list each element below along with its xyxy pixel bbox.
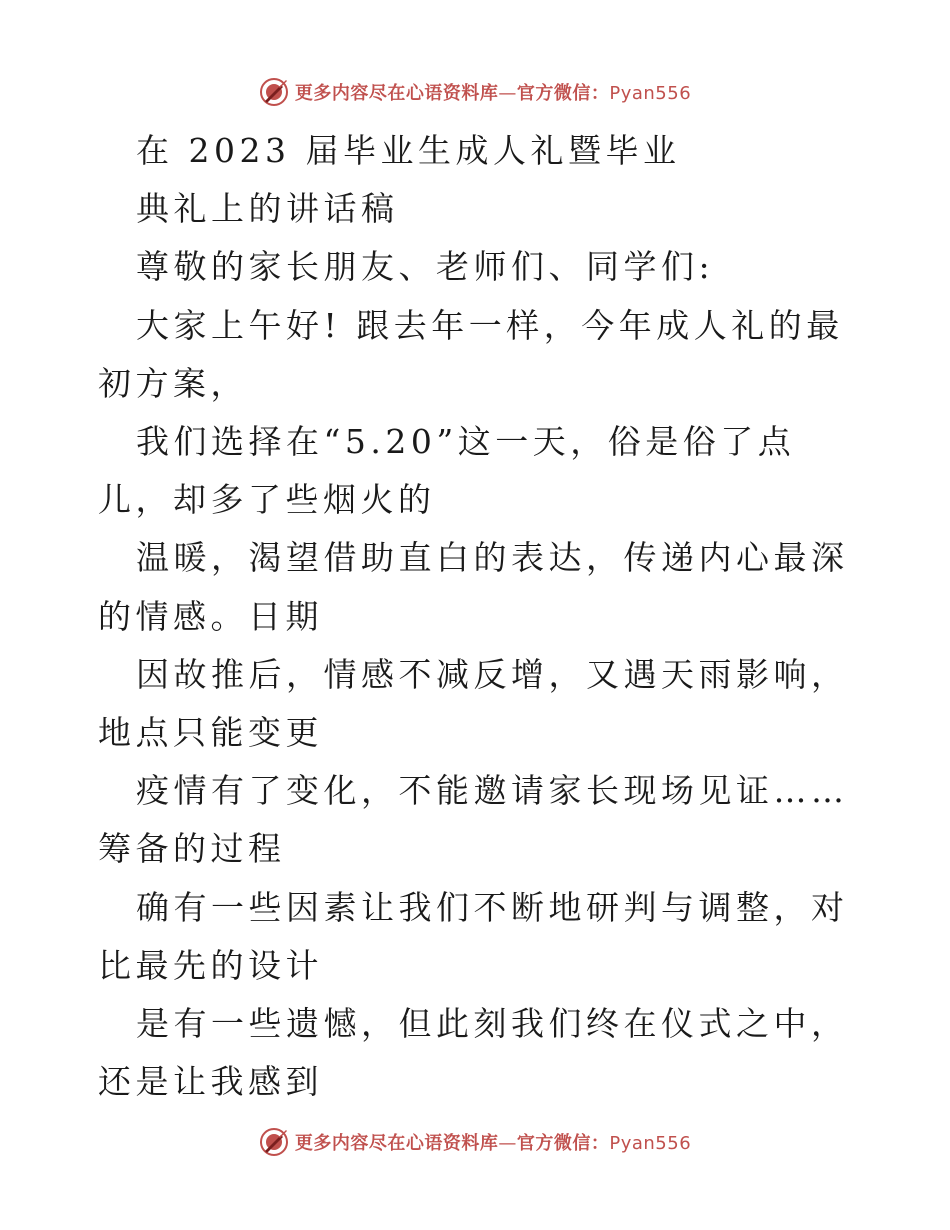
red-quill-logo-icon — [259, 1127, 289, 1157]
footer-watermark — [0, 1122, 950, 1162]
red-quill-logo-icon — [259, 77, 289, 107]
watermark-account-label: 官方微信： — [516, 1133, 610, 1154]
paragraph-7: 是有一些遗憾，但此刻我们终在仪式之中，还是让我感到 — [98, 1004, 849, 1102]
paragraph-4: 因故推后，情感不减反增，又遇天雨影响，地点只能变更 — [98, 654, 849, 753]
watermark-account-id: Pyan556 — [609, 83, 692, 104]
paragraph-1: 大家上午好! 跟去年一样，今年成人礼的最初方案， — [98, 305, 844, 403]
watermark-text — [295, 79, 691, 105]
watermark-site-name: 更多内容尽在心语资料库 — [294, 83, 499, 104]
watermark-account-label: 官方微信： — [516, 83, 610, 104]
watermark-site-name: 更多内容尽在心语资料库 — [294, 1133, 499, 1154]
salutation: 尊敬的家长朋友、老师们、同学们: — [136, 247, 715, 287]
paragraph-2: 我们选择在“5.20”这一天，俗是俗了点儿，却多了些烟火的 — [98, 422, 796, 520]
watermark-text — [295, 1129, 691, 1155]
title-line-2: 典礼上的讲话稿 — [136, 189, 399, 229]
paragraph-6: 确有一些因素让我们不断地研判与调整，对比最先的设计 — [98, 887, 849, 985]
document-body — [98, 122, 854, 1111]
paragraph-3: 温暖，渴望借助直白的表达，传递内心最深的情感。日期 — [98, 538, 849, 636]
header-watermark — [0, 72, 950, 112]
watermark-separator: — — [498, 83, 517, 104]
watermark-separator: — — [498, 1133, 517, 1154]
paragraph-5: 疫情有了变化，不能邀请家长现场见证……筹备的过程 — [98, 771, 849, 869]
title-line-1: 在 2023 届毕业生成人礼暨毕业 — [136, 131, 681, 170]
watermark-account-id: Pyan556 — [609, 1133, 692, 1154]
